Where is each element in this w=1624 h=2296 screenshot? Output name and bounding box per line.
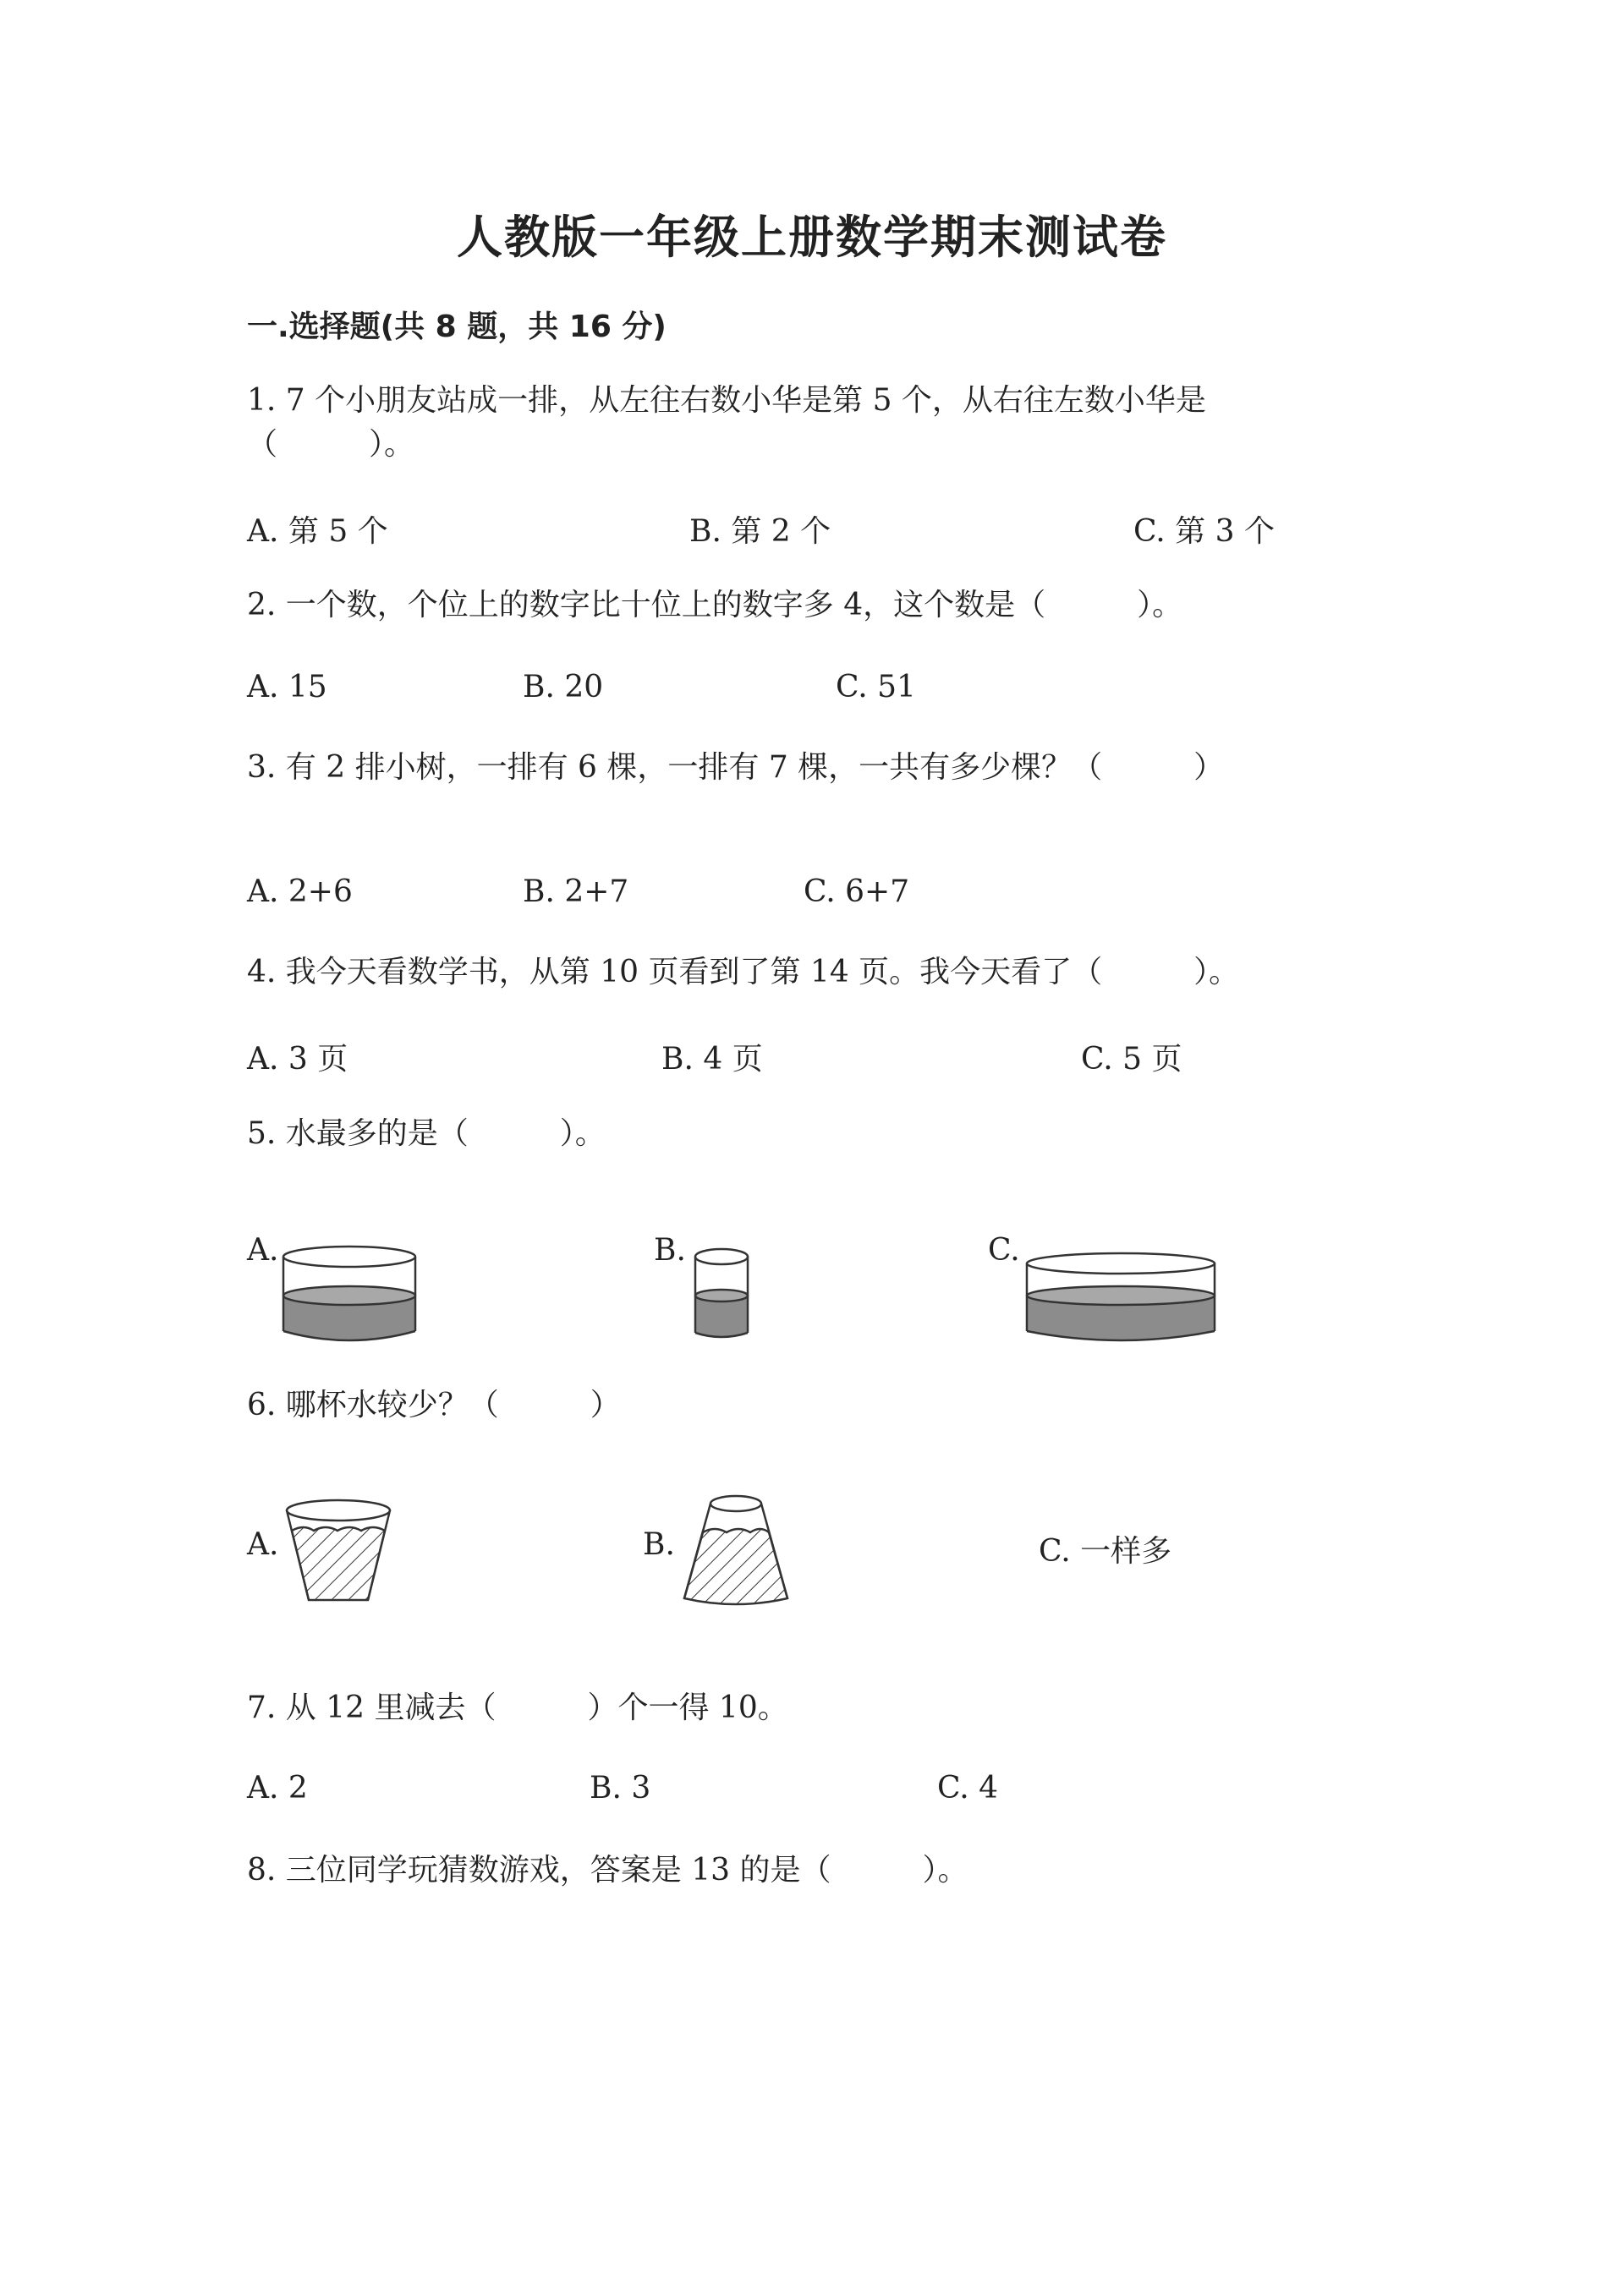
section-heading: 一.选择题(共 8 题，共 16 分) [247, 310, 667, 344]
question-4-option-b: B. 4 页 [661, 1042, 763, 1077]
question-2-option-a: A. 15 [247, 670, 327, 704]
question-2-text: 2. 一个数，个位上的数字比十位上的数字多 4，这个数是（ ）。 [247, 588, 1183, 622]
question-3-text: 3. 有 2 排小树，一排有 6 棵，一排有 7 棵，一共有多少棵？（ ） [247, 750, 1225, 785]
water-container-b-icon [692, 1245, 751, 1346]
cup-a-icon [283, 1497, 393, 1607]
water-container-a-icon [282, 1243, 417, 1345]
question-7-option-a: A. 2 [247, 1771, 308, 1806]
question-3-option-b: B. 2+7 [523, 874, 629, 909]
question-1-option-a: A. 第 5 个 [247, 514, 388, 549]
question-6-text: 6. 哪杯水较少？（ ） [247, 1388, 621, 1422]
question-8-text: 8. 三位同学玩猜数游戏，答案是 13 的是（ ）。 [247, 1853, 968, 1888]
question-4-text: 4. 我今天看数学书，从第 10 页看到了第 14 页。我今天看了（ ）。 [247, 955, 1240, 989]
question-7-text: 7. 从 12 里减去（ ）个一得 10。 [247, 1690, 788, 1725]
water-container-c-icon [1025, 1247, 1216, 1348]
question-1-option-c: C. 第 3 个 [1133, 514, 1275, 549]
question-6-option-b: B. [643, 1527, 675, 1562]
question-3-option-a: A. 2+6 [247, 874, 353, 909]
question-2-option-b: B. 20 [523, 670, 604, 704]
question-5-option-c: C. [988, 1233, 1020, 1268]
question-7-option-c: C. 4 [937, 1771, 999, 1806]
question-5-option-a: A. [247, 1233, 279, 1268]
question-4-option-c: C. 5 页 [1081, 1042, 1182, 1077]
question-2-option-c: C. 51 [836, 670, 916, 704]
question-6-option-a: A. [247, 1527, 279, 1562]
question-6-option-c: C. 一样多 [1039, 1534, 1172, 1569]
question-1-text-cont: （ ）。 [247, 427, 415, 462]
question-3-option-c: C. 6+7 [804, 874, 910, 909]
question-7-option-b: B. 3 [590, 1771, 651, 1806]
page-title: 人教版一年级上册数学期末测试卷 [457, 210, 1167, 264]
question-1-option-b: B. 第 2 个 [689, 514, 831, 549]
cup-b-icon [681, 1492, 791, 1610]
question-5-text: 5. 水最多的是（ ）。 [247, 1116, 606, 1151]
question-5-option-b: B. [654, 1233, 686, 1268]
question-4-option-a: A. 3 页 [247, 1042, 348, 1077]
question-1-text: 1. 7 个小朋友站成一排，从左往右数小华是第 5 个，从右往左数小华是 [247, 383, 1206, 418]
